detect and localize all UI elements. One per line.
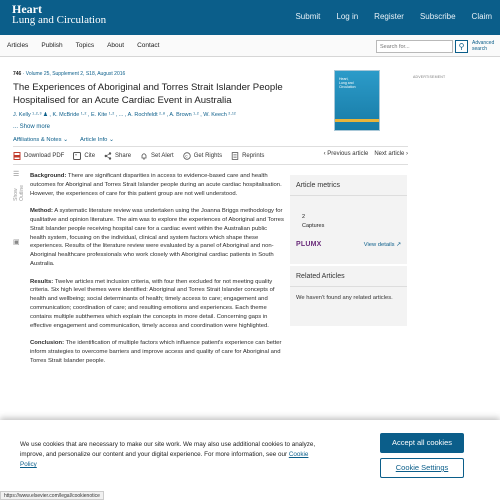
abstract-background <box>30 172 284 198</box>
outline-toggle-icon[interactable]: ☰ <box>13 171 20 178</box>
results-heading: Results: <box>30 278 54 285</box>
related-articles-title: Related Articles <box>296 273 345 280</box>
share-label: Share <box>115 152 132 159</box>
article-metrics-title: Article metrics <box>296 182 340 189</box>
cover-title-line3: Circulation <box>339 85 356 89</box>
set-alert-label: Set Alert <box>151 152 174 159</box>
share-icon <box>104 152 112 160</box>
bell-icon <box>140 152 148 160</box>
side-tools <box>13 170 25 246</box>
cookie-settings-button[interactable]: Cookie Settings <box>380 458 464 478</box>
related-articles-empty: We haven't found any related articles. <box>296 295 393 301</box>
article-metrics-panel <box>290 175 407 264</box>
article-title: The Experiences of Aboriginal and Torres Strait Islander People Hospitalised for an Acute Cardiac Event in Australia <box>13 82 283 106</box>
cite-button[interactable] <box>73 152 95 160</box>
reprints-label: Reprints <box>242 152 265 159</box>
volume-link[interactable]: · Volume 25, Supplement 2, S18, August 2016 <box>21 71 126 77</box>
svg-text:": " <box>75 154 78 160</box>
download-pdf-button[interactable] <box>13 152 64 160</box>
share-button[interactable] <box>104 152 131 160</box>
background-heading: Background: <box>30 173 67 179</box>
divider <box>13 164 408 165</box>
search-icon: ⚲ <box>458 42 465 51</box>
search-input[interactable] <box>376 40 453 53</box>
next-article-link[interactable]: Next article › <box>374 151 408 157</box>
svg-text:c: c <box>184 154 188 160</box>
affiliations-toggle[interactable]: Affiliations & Notes ⌄ <box>13 137 69 143</box>
page-number: 746 <box>13 71 22 77</box>
advanced-search-line1: Advanced <box>472 40 495 46</box>
cover-stripe <box>335 119 379 122</box>
copyright-icon <box>183 152 191 160</box>
cookie-message <box>20 440 320 471</box>
register-link[interactable]: Register <box>374 12 404 21</box>
panel-divider <box>290 195 407 196</box>
download-pdf-label: Download PDF <box>24 152 65 159</box>
captures-label: Captures <box>302 223 325 229</box>
abstract-conclusion <box>30 339 284 365</box>
journal-logo[interactable] <box>12 4 106 26</box>
reprints-button[interactable] <box>231 152 264 160</box>
article-citation <box>13 71 125 77</box>
journal-logo-line1: Heart <box>12 2 42 16</box>
top-nav <box>295 12 492 21</box>
nav-articles[interactable]: Articles <box>7 42 29 49</box>
abstract-method <box>30 207 284 269</box>
article-toolbar <box>13 150 408 161</box>
cover-title-line1: Heart, <box>339 77 349 81</box>
method-heading: Method: <box>30 208 53 215</box>
cookie-message-text: We use cookies that are necessary to make our site work. We may also use additional cookies to analyze, improve, and personalize our content and your digital experience. For more information, see our <box>20 441 316 459</box>
pdf-icon <box>13 152 21 160</box>
cookie-policy-link[interactable]: Cookie Policy <box>20 451 309 469</box>
submit-link[interactable]: Submit <box>295 12 321 21</box>
show-outline-label[interactable]: Show Outline <box>13 185 25 201</box>
method-text: A systematic literature review was undertaken using the Joanna Briggs methodology for qualitative and opinion literature. The aim was to explore the experiences of Aboriginal and Torres Strait Islander people receiving hospital care for a cardiac event within the Australian public health system, focusing on the individual, clinical and system factors which shape these experiences. Results of the literature review were evaluated by a panel of Aboriginal and non-Aboriginal healthcare professionals who work closely with Aboriginal cardiac patients in South Australia. <box>30 208 284 267</box>
abstract-results <box>30 278 284 331</box>
login-link[interactable]: Log in <box>336 12 359 21</box>
set-alert-button[interactable] <box>140 152 174 160</box>
journal-cover-image[interactable] <box>334 70 380 131</box>
article-info-row <box>13 137 114 143</box>
nav-about[interactable]: About <box>107 42 125 49</box>
cover-title-line2: Lung and <box>339 81 354 85</box>
get-rights-button[interactable] <box>183 152 222 160</box>
figures-icon[interactable]: ▣ <box>13 239 20 246</box>
captures-count: 2 <box>302 214 306 220</box>
results-text: Twelve articles met inclusion criteria, with four then excluded for not meeting quality criteria. Six high level themes were identified: Aboriginal and Torres Strait Islander concepts of health and wellbeing; social determinants of health; timely access to care; engagement and communication; coordination of care; and resulting emotions and experiences. Each theme contains multiple subthemes which explain the concepts in more detail. Concerning gaps in effective engagement and communication, timely access and coordination were highlighted. <box>30 278 275 329</box>
background-text: There are significant disparities in access to evidence-based care and health outcomes for Aboriginal and Torres Strait Islander people during an acute cardiac hospitalisation. However, the experiences of care for this patient group are not well understood. <box>30 173 282 197</box>
article-info-toggle[interactable]: Article Info ⌄ <box>80 137 114 143</box>
search-button[interactable] <box>455 40 468 53</box>
article-pagination <box>324 151 408 157</box>
author-list[interactable]: J. Kelly ¹·²·³ ♟ , K. McBride ¹·² , E. Kite ¹·² , ... , A. Rochfeldt ²·⁸ , A. Brown ¹·² , W. Keech ²·¹² <box>13 112 236 118</box>
nav-publish[interactable]: Publish <box>41 42 63 49</box>
abstract <box>30 172 284 374</box>
panel-divider <box>290 286 407 287</box>
advertisement-label: ADVERTISEMENT <box>413 75 446 79</box>
related-articles-panel <box>290 266 407 326</box>
view-details-link[interactable]: View details ↗ <box>363 242 401 248</box>
advanced-search-line2: search <box>472 46 488 52</box>
conclusion-heading: Conclusion: <box>30 340 65 347</box>
status-bar-url: https://www.elsevier.com/legal/cookienotice <box>0 491 104 500</box>
journal-logo-line2: Lung and Circulation <box>12 14 107 26</box>
cite-label: Cite <box>84 152 96 159</box>
plumx-logo[interactable]: PLUMX <box>296 241 322 248</box>
nav-topics[interactable]: Topics <box>75 42 95 49</box>
nav-contact[interactable]: Contact <box>137 42 160 49</box>
conclusion-text: The identification of multiple factors which influence patient's experience can better inform strategies to overcome barriers and improve access and quality of care for Aboriginal and Torres Strait Islander people. <box>30 340 282 364</box>
quote-icon <box>73 152 81 160</box>
advanced-search-link[interactable] <box>472 40 500 52</box>
claim-link[interactable]: Claim <box>471 12 492 21</box>
previous-article-link[interactable]: ‹ Previous article <box>323 151 369 157</box>
show-more-link[interactable]: ... Show more <box>13 124 51 130</box>
get-rights-label: Get Rights <box>193 152 223 159</box>
accept-all-cookies-button[interactable]: Accept all cookies <box>380 433 464 453</box>
subscribe-link[interactable]: Subscribe <box>419 12 456 21</box>
site-header <box>0 0 500 35</box>
divider <box>13 146 408 147</box>
document-icon <box>231 152 239 160</box>
cookie-banner <box>0 420 500 500</box>
